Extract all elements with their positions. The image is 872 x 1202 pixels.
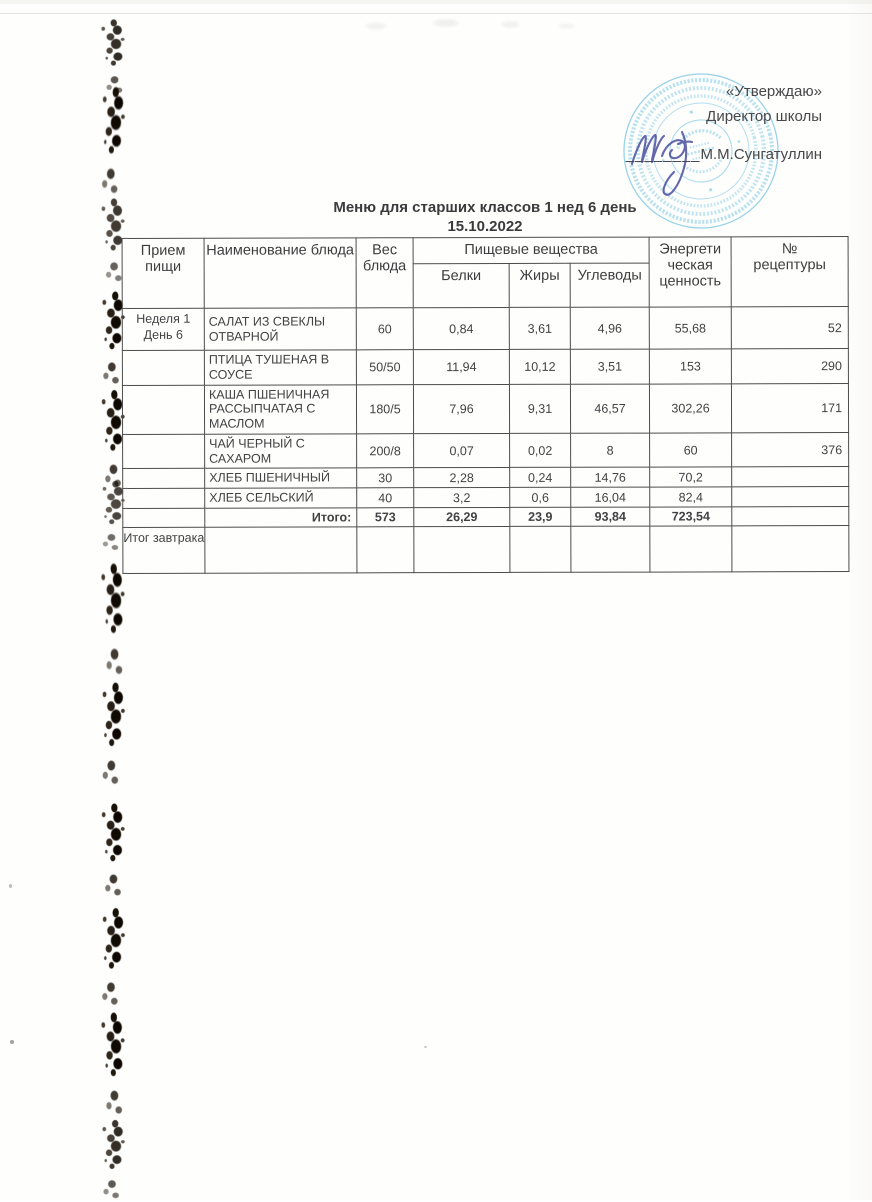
binding-smudge (93, 904, 135, 975)
cell-meal (123, 434, 205, 469)
cell-carbs: 46,57 (570, 384, 649, 433)
document-title (122, 199, 848, 235)
cell-recipe: 290 (731, 349, 848, 384)
cell-dish: ХЛЕБ ПШЕНИЧНЫЙ (205, 468, 357, 488)
menu-table (122, 236, 850, 574)
table-row (123, 432, 849, 468)
scan-right-shade (844, 0, 872, 1200)
table-row (123, 467, 849, 489)
cell-energy: 302,26 (649, 383, 731, 432)
cell-carbs: 8 (571, 433, 650, 468)
empty-cell (414, 526, 510, 572)
cell-weight: 40 (357, 488, 414, 508)
scan-speck (10, 1040, 14, 1044)
cell-carbs: 4,96 (570, 307, 649, 349)
cell-meal-empty (123, 508, 205, 527)
table-row (122, 383, 848, 434)
cell-meal: Неделя 1 День 6 (122, 308, 204, 350)
cell-fat: 3,61 (509, 307, 570, 349)
cell-carbs: 3,51 (570, 349, 649, 384)
binding-smudge-column (90, 0, 138, 1200)
menu-title-line: Меню для старших классов 1 нед 6 день (333, 199, 637, 216)
totals-fat: 23,9 (510, 507, 571, 526)
col-header-protein: Белки (413, 263, 509, 307)
cell-fat: 10,12 (509, 349, 570, 384)
cell-protein: 2,28 (414, 468, 510, 488)
binding-smudge (93, 800, 134, 867)
cell-protein: 3,2 (414, 488, 510, 508)
col-header-weight: Вес блюда (356, 238, 413, 308)
col-header-nutrients-group: Пищевые вещества (413, 237, 649, 264)
col-header-meal: Прием пищи (122, 238, 204, 308)
binding-smudge (94, 1117, 135, 1174)
totals-carbs: 93,84 (571, 507, 650, 526)
cell-carbs: 16,04 (571, 487, 650, 507)
scan-speck (424, 1046, 427, 1048)
cell-protein: 0,84 (413, 307, 509, 349)
cell-energy: 153 (649, 349, 731, 384)
cell-recipe: 52 (731, 307, 848, 349)
cell-recipe: 171 (731, 383, 848, 433)
table-row (122, 349, 848, 385)
empty-cell (571, 526, 650, 572)
table-row (123, 487, 849, 509)
director-name: М.М.Сунгатуллин (700, 146, 822, 163)
cell-meal (122, 385, 204, 434)
breakfast-total-row (123, 526, 849, 574)
col-header-recipe: № рецептуры (731, 237, 848, 307)
cell-weight: 180/5 (356, 384, 413, 433)
table-row (122, 307, 848, 351)
scan-speck (9, 884, 12, 888)
signature-underscore: ________ (625, 146, 701, 163)
cell-meal (123, 468, 205, 488)
cell-protein: 11,94 (413, 349, 509, 384)
cell-carbs: 14,76 (571, 467, 650, 487)
director-title: Директор школы (706, 107, 822, 125)
signature-line (598, 147, 822, 164)
cell-fat: 9,31 (509, 384, 570, 433)
cell-meal (123, 488, 205, 508)
cell-dish: ПТИЦА ТУШЕНАЯ В СОУСЕ (204, 350, 356, 385)
cell-protein: 0,07 (414, 433, 510, 468)
approval-word: «Утверждаю» (726, 83, 822, 100)
bleed-through-ghost-text (320, 8, 600, 38)
cell-dish: КАША ПШЕНИЧНАЯ РАССЫПЧАТАЯ С МАСЛОМ (204, 384, 356, 434)
cell-recipe (732, 467, 849, 487)
binding-smudge (93, 82, 136, 159)
binding-smudge (93, 1008, 136, 1082)
cell-energy: 60 (650, 433, 732, 468)
cell-dish: ЧАЙ ЧЕРНЫЙ С САХАРОМ (205, 434, 357, 469)
cell-energy: 82,4 (650, 487, 732, 507)
menu-date: 15.10.2022 (447, 218, 523, 235)
cell-recipe (732, 487, 849, 507)
cell-weight: 50/50 (356, 350, 413, 385)
cell-recipe: 376 (732, 432, 849, 467)
table-header-row (122, 237, 848, 265)
cell-weight: 60 (356, 308, 413, 350)
col-header-dish: Наименование блюда (204, 238, 356, 308)
col-header-carbs: Углеводы (570, 263, 649, 307)
col-header-fat: Жиры (509, 263, 570, 307)
binding-smudge (93, 16, 136, 71)
breakfast-total-label: Итог завтрака (123, 527, 205, 573)
cell-protein: 7,96 (413, 384, 509, 434)
totals-protein: 26,29 (414, 507, 510, 526)
empty-cell (732, 526, 849, 572)
totals-weight: 573 (357, 508, 414, 527)
cell-fat: 0,02 (510, 433, 571, 468)
cell-dish: ХЛЕБ СЕЛЬСКИЙ (205, 488, 357, 508)
cell-fat: 0,6 (510, 488, 571, 508)
cell-dish: САЛАТ ИЗ СВЕКЛЫ ОТВАРНОЙ (204, 308, 356, 350)
totals-label: Итого: (205, 508, 357, 527)
empty-cell (357, 527, 414, 573)
totals-recipe (732, 507, 849, 526)
empty-cell (205, 527, 357, 573)
approval-block (598, 84, 822, 164)
totals-energy: 723,54 (650, 507, 732, 526)
cell-weight: 200/8 (357, 433, 414, 468)
cell-energy: 55,68 (649, 307, 731, 349)
empty-cell (650, 526, 732, 572)
cell-weight: 30 (357, 468, 414, 488)
cell-energy: 70,2 (650, 467, 732, 487)
empty-cell (510, 526, 571, 572)
cell-meal (122, 350, 204, 385)
totals-row (123, 507, 849, 528)
col-header-energy: Энергети ческая ценность (649, 237, 731, 307)
binding-smudge (93, 678, 135, 752)
cell-fat: 0,24 (510, 468, 571, 488)
